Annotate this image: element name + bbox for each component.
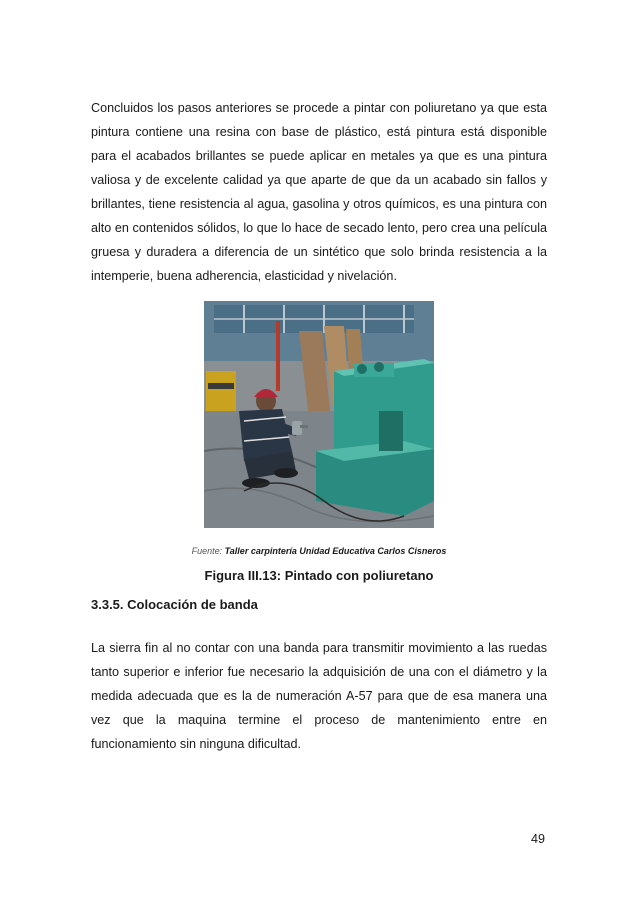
figure-source-text: Taller carpintería Unidad Educativa Carlos Cisneros: [224, 546, 447, 556]
figure-title: Figura III.13: Pintado con poliuretano: [204, 568, 434, 583]
banda-paragraph: La sierra fin al no contar con una banda para transmitir movimiento a las ruedas tanto superior e inferior fue necesario la adquisición de una con el diámetro y la medida adecuada que es la de numeración A-57 para que de esa manera una vez que la maquina termine el proceso de mantenimiento entre en funcionamiento sin ninguna dificultad.: [91, 641, 547, 751]
figure-source-caption: [0, 546, 638, 556]
section-heading: 3.3.5. Colocación de banda: [91, 597, 258, 612]
page-number: 49: [531, 832, 546, 846]
painting-photo: [204, 301, 434, 528]
intro-paragraph: Concluidos los pasos anteriores se procede a pintar con poliuretano ya que esta pintura contiene una resina con base de plástico, está pintura está disponible para el acabados brillantes se puede aplicar en metales ya que es una pintura valiosa y de excelente calidad ya que aparte de que da un acabado sin fallos y brillantes, tiene resistencia al agua, gasolina y otros químicos, es una pintura con alto en contenidos sólidos, lo que lo hace de secado lento, pero crea una película gruesa y duradera a diferencia de un sintético que solo brinda resistencia a la intemperie, buena adherencia, elasticidad y nivelación.: [91, 101, 547, 283]
figure-source-label: Fuente:: [191, 546, 223, 556]
